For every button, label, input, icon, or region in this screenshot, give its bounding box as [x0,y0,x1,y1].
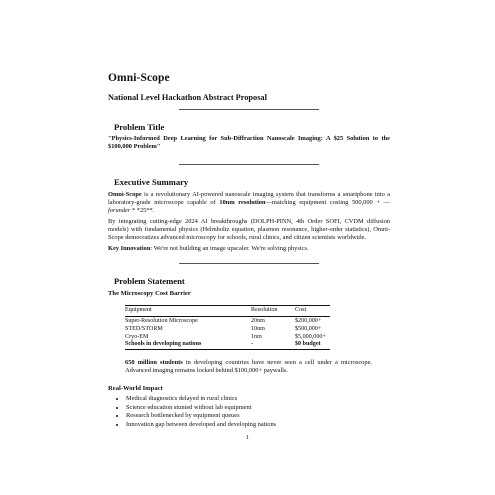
list-item: • Research bottlenecked by equipment queues [126,412,390,420]
key-innovation-label: Key Innovation [108,245,151,253]
list-item: • Science education stunted without lab equipment [126,404,390,412]
students-paragraph [108,359,390,375]
students-highlight: 650 million students [125,359,183,367]
table-cell: Cryo-EM [125,333,149,340]
executive-summary-paragraph-2: By integrating cutting-edge 2024 AI breakthroughs (DOLPH-PINN, 4th Order SOFI, CVDM diffusion models) with fundamental physics (Helmholtz equation, plasmon resonance, higher-order statistics), Omni-Scope democratizes advanced microscopy for schools, rural clinics, and citizen scientists worldwide. [108,217,390,242]
table-cell: $200,000+ [295,318,322,325]
table-cell: STED/STORM [125,325,163,332]
page-number: 1 [245,434,250,441]
problem-title-heading: Problem Title [114,122,165,132]
table-header-row [125,306,330,317]
real-world-impact-heading: Real-World Impact [108,385,163,393]
table-row [125,326,330,334]
table-cell: - [247,341,291,349]
document-title: Omni-Scope [108,72,170,84]
summary-italic: forunder [108,206,131,214]
list-item: • Innovation gap between developed and developing nations [126,421,390,429]
students-text: in developing countries have never seen a cell under a microscope. Advanced imaging remains locked behind $100,000+ paywalls. [125,359,373,375]
summary-text-2: —matching equipment costing 500,000 + — [265,198,390,206]
table-cell: $5,000,000+ [295,333,326,340]
table-cell: $500,000+ [295,325,322,332]
executive-summary-paragraph-1 [108,191,390,215]
table-cell: 1nm [251,333,262,340]
problem-statement-heading: Problem Statement [114,276,185,287]
key-innovation-paragraph [108,245,390,253]
table-header-cell: Resolution [247,306,291,317]
document-page [108,72,390,429]
cost-barrier-subheading: The Microscopy Cost Barrier [108,290,191,298]
table-header-cell: Cost [291,306,330,317]
key-innovation-text: : We're not building an image upscaler. We're solving physics. [150,245,309,253]
list-item: • Medical diagnostics delayed in rural clinics [126,395,390,403]
problem-title-text: "Physics-Informed Deep Learning for Sub-Diffraction Nanoscale Imaging: A $25 Solution to the $100,000 Problem" [108,135,390,151]
executive-summary-heading: Executive Summary [114,176,189,187]
cost-table [125,305,330,350]
impact-list [108,395,390,429]
table-cell: 20nm [251,318,265,325]
resolution-highlight: 10nm resolution [219,198,266,206]
product-name: Omni-Scope [108,190,142,198]
table-cell: 10nm [251,325,265,332]
document-subtitle: National Level Hackathon Abstract Proposal [108,93,267,102]
table-cell: Super-Resolution Microscope [125,318,198,325]
table-cell: $0 budget [291,341,330,349]
summary-text-1: is a revolutionary AI-powered nanoscale imaging system that transforms a smartphone into a laboratory-grade microscope capable of [108,190,390,206]
summary-text-3: * *25**. [130,206,155,214]
table-row [125,317,330,326]
table-row [125,341,330,349]
table-cell: Schools in developing nations [125,341,247,349]
table-header-cell: Equipment [125,306,247,317]
